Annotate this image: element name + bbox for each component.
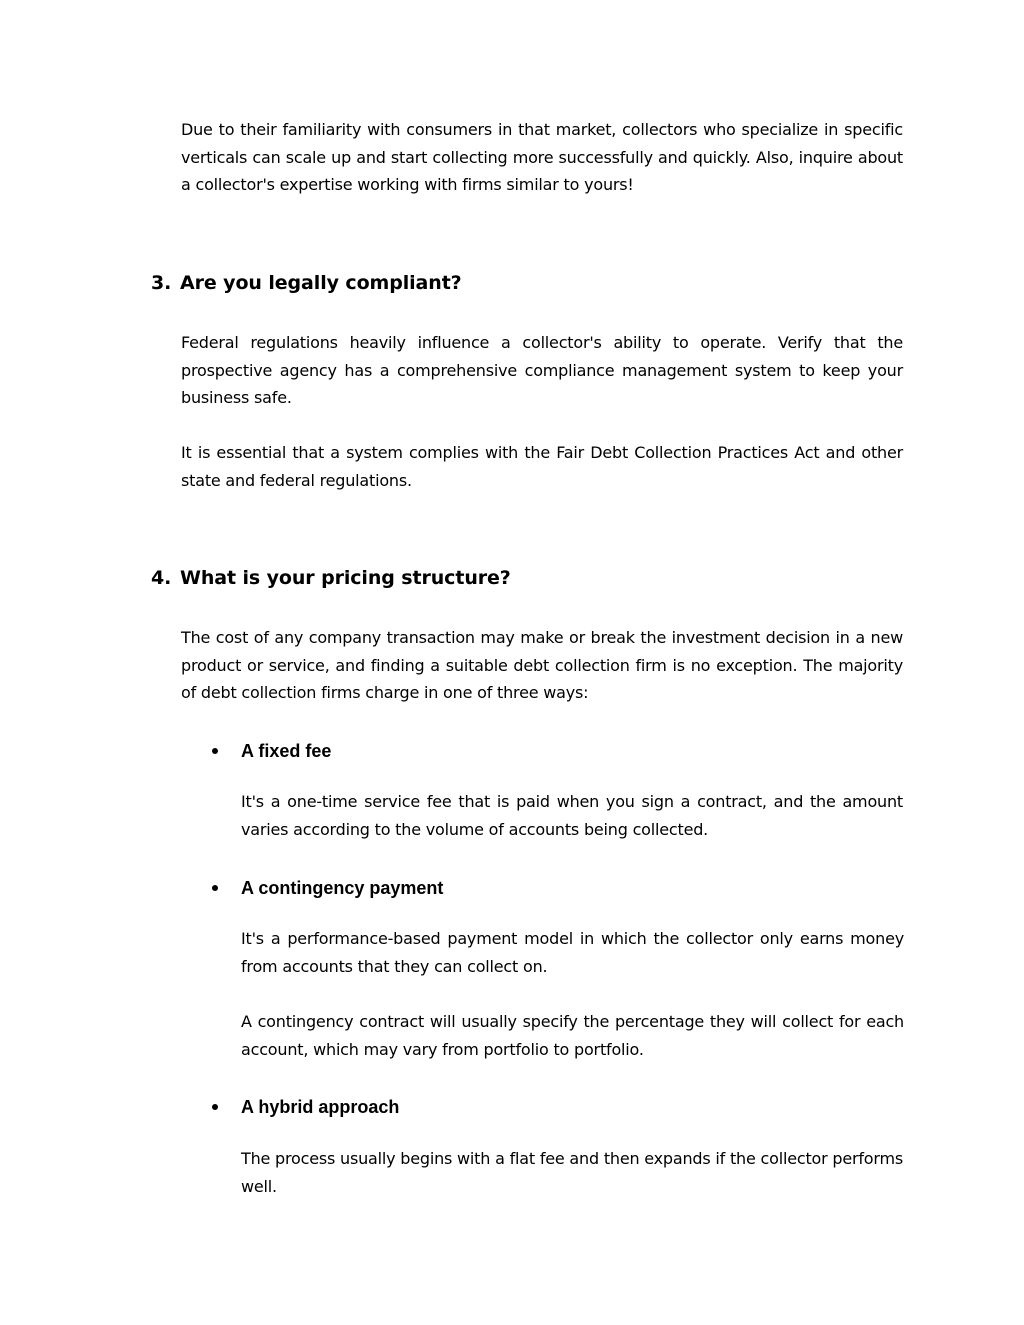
bullet-title-hybrid: A hybrid approach (241, 1097, 400, 1117)
bullet-icon (212, 885, 218, 891)
bullet-icon (212, 748, 218, 754)
bullet-title-fixed-fee: A fixed fee (241, 741, 332, 761)
section-heading-4 (151, 566, 751, 590)
pricing-intro-paragraph: The cost of any company transaction may make or break the investment decision in a new product or service, and finding a suitable debt collection firm is no exception. The majority of debt collection firms charge in one of three ways: (181, 628, 903, 703)
section-number: 3. (151, 272, 172, 294)
bullet-icon (212, 1104, 218, 1110)
bullet-paragraph: A contingency contract will usually specify the percentage they will collect for each account, which may vary from portfolio to portfolio. (241, 1012, 904, 1059)
section-heading-3 (151, 271, 751, 295)
bullet-paragraph: It's a one-time service fee that is paid when you sign a contract, and the amount varies according to the volume of accounts being collected. (241, 792, 903, 839)
bullet-paragraph: The process usually begins with a flat fee and then expands if the collector performs well. (241, 1149, 903, 1196)
section-title: Are you legally compliant? (180, 272, 462, 294)
intro-paragraph: Due to their familiarity with consumers in that market, collectors who specialize in specific verticals can scale up and start collecting more successfully and quickly. Also, inquire about a collector's expertise working with firms similar to yours! (181, 120, 903, 195)
bullet-paragraph: It's a performance-based payment model in which the collector only earns money from accounts that they can collect on. (241, 929, 904, 976)
bullet-title-contingency: A contingency payment (241, 878, 444, 898)
section-number: 4. (151, 567, 172, 589)
compliance-paragraph-2: It is essential that a system complies with the Fair Debt Collection Practices Act and other state and federal regulations. (181, 443, 903, 490)
compliance-paragraph-1: Federal regulations heavily influence a collector's ability to operate. Verify that the prospective agency has a comprehensive compliance management system to keep your business safe. (181, 333, 903, 408)
section-title: What is your pricing structure? (180, 567, 511, 589)
